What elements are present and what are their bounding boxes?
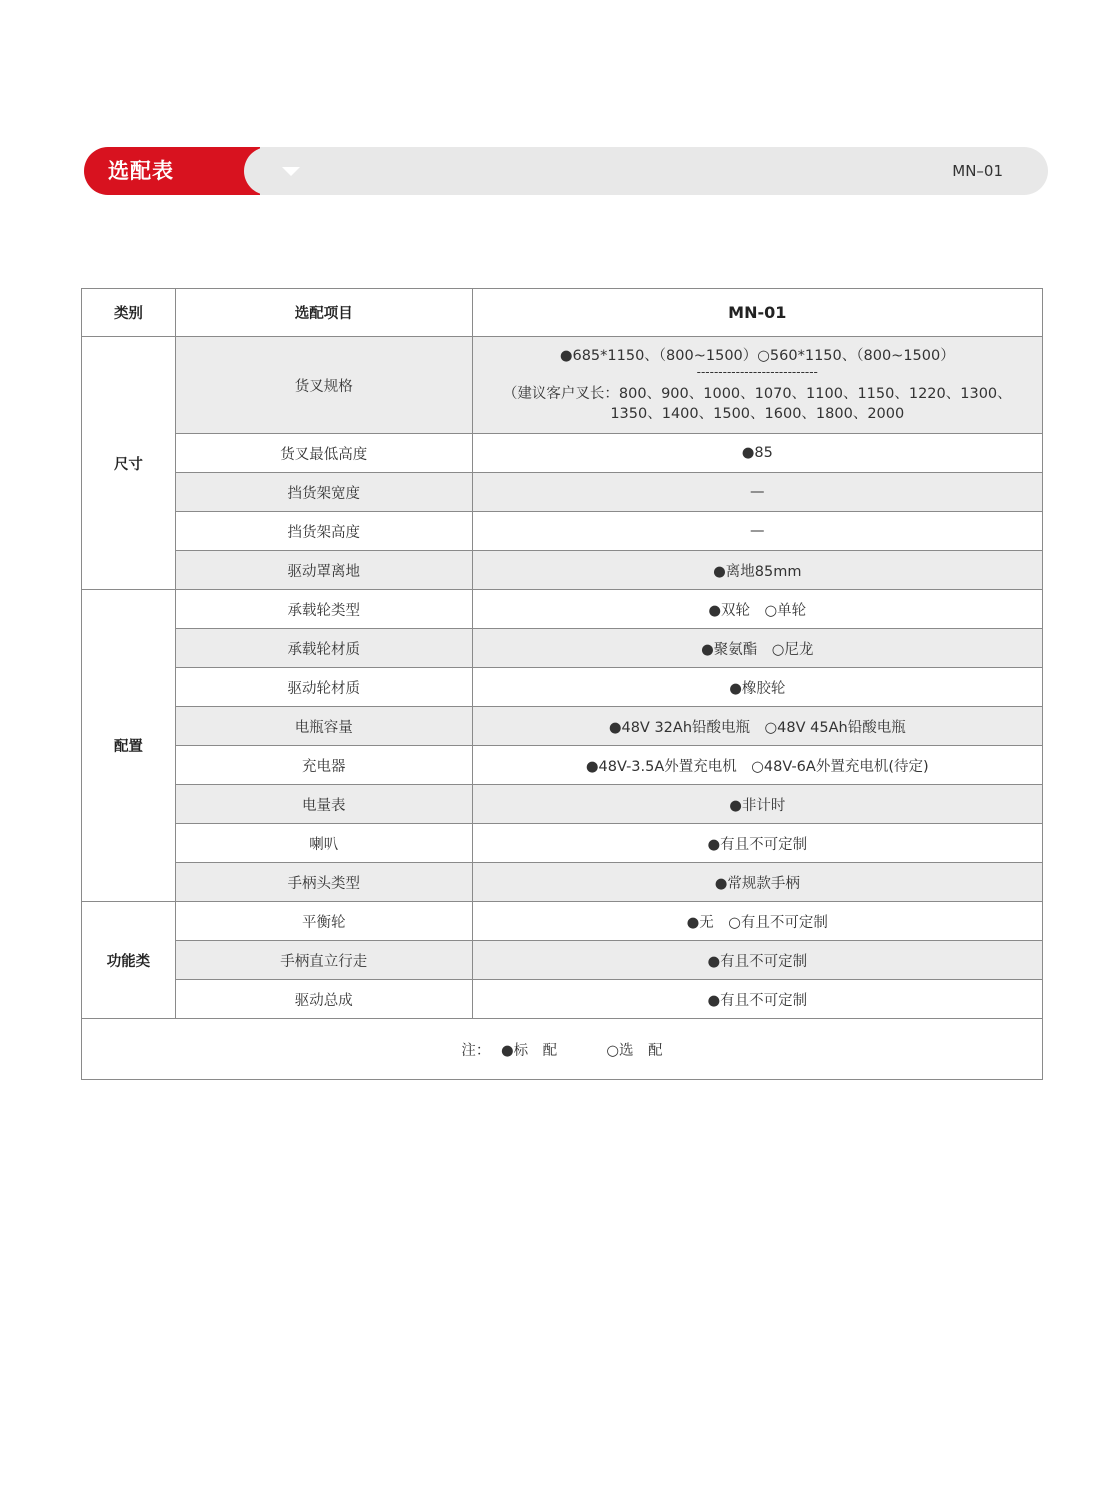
item-label: 喇叭 bbox=[175, 824, 472, 863]
options-table bbox=[81, 288, 1043, 1080]
banner-curve bbox=[244, 147, 284, 195]
item-label: 充电器 bbox=[175, 746, 472, 785]
item-value: ●48V 32Ah铅酸电瓶 ○48V 45Ah铅酸电瓶 bbox=[472, 707, 1042, 746]
category-config: 配置 bbox=[82, 590, 176, 902]
item-label: 手柄直立行走 bbox=[175, 941, 472, 980]
item-value: ●离地85mm bbox=[472, 551, 1042, 590]
item-label: 挡货架宽度 bbox=[175, 473, 472, 512]
table-row bbox=[82, 590, 1043, 629]
item-label: 承载轮类型 bbox=[175, 590, 472, 629]
table-row bbox=[82, 512, 1043, 551]
item-value: ●85 bbox=[472, 434, 1042, 473]
table-row bbox=[82, 707, 1043, 746]
legend-note bbox=[82, 1019, 1043, 1080]
item-label: 承载轮材质 bbox=[175, 629, 472, 668]
table-row bbox=[82, 941, 1043, 980]
item-label: 货叉最低高度 bbox=[175, 434, 472, 473]
table-row bbox=[82, 629, 1043, 668]
model-code: MN–01 bbox=[952, 162, 1003, 180]
banner-red-tab bbox=[84, 147, 260, 195]
item-label: 手柄头类型 bbox=[175, 863, 472, 902]
item-value: ●非计时 bbox=[472, 785, 1042, 824]
item-value: ●无 ○有且不可定制 bbox=[472, 902, 1042, 941]
category-function: 功能类 bbox=[82, 902, 176, 1019]
chevron-down-icon bbox=[282, 167, 300, 176]
item-label: 货叉规格 bbox=[175, 337, 472, 434]
item-label: 平衡轮 bbox=[175, 902, 472, 941]
table-row bbox=[82, 863, 1043, 902]
item-label: 挡货架高度 bbox=[175, 512, 472, 551]
table-row bbox=[82, 746, 1043, 785]
legend-optional: ○选 配 bbox=[606, 1042, 663, 1059]
table-row bbox=[82, 473, 1043, 512]
item-value: ●聚氨酯 ○尼龙 bbox=[472, 629, 1042, 668]
fork-spec-line: ●685*1150、（800~1500）○560*1150、（800~1500） bbox=[559, 348, 955, 364]
header-item: 选配项目 bbox=[175, 289, 472, 337]
table-header-row bbox=[82, 289, 1043, 337]
item-value: ●双轮 ○单轮 bbox=[472, 590, 1042, 629]
item-value: ●有且不可定制 bbox=[472, 941, 1042, 980]
item-label: 驱动轮材质 bbox=[175, 668, 472, 707]
item-value: — bbox=[472, 473, 1042, 512]
fork-length-line: （建议客户叉长：800、900、1000、1070、1100、1150、1220、1300、 bbox=[502, 386, 1012, 402]
fork-length-line-2: 1350、1400、1500、1600、1800、2000 bbox=[610, 406, 905, 422]
item-label: 电瓶容量 bbox=[175, 707, 472, 746]
header-model: MN-01 bbox=[472, 289, 1042, 337]
item-value: ●有且不可定制 bbox=[472, 980, 1042, 1019]
item-label: 驱动罩离地 bbox=[175, 551, 472, 590]
item-value: ●橡胶轮 bbox=[472, 668, 1042, 707]
item-value: ●48V-3.5A外置充电机 ○48V-6A外置充电机(待定) bbox=[472, 746, 1042, 785]
category-size: 尺寸 bbox=[82, 337, 176, 590]
table-row bbox=[82, 902, 1043, 941]
table-row bbox=[82, 824, 1043, 863]
table-row bbox=[82, 434, 1043, 473]
item-label: 电量表 bbox=[175, 785, 472, 824]
page-title: 选配表 bbox=[108, 159, 174, 183]
legend-label: 注： bbox=[461, 1042, 491, 1059]
item-value: — bbox=[472, 512, 1042, 551]
table-row bbox=[82, 337, 1043, 434]
header-banner bbox=[84, 147, 1048, 195]
table-row bbox=[82, 785, 1043, 824]
legend-row bbox=[82, 1019, 1043, 1080]
item-label: 驱动总成 bbox=[175, 980, 472, 1019]
item-value: ●常规款手柄 bbox=[472, 863, 1042, 902]
fork-spec-divider: ---------------------------- bbox=[696, 365, 818, 379]
item-value: ●有且不可定制 bbox=[472, 824, 1042, 863]
table-row bbox=[82, 668, 1043, 707]
table-row bbox=[82, 980, 1043, 1019]
legend-standard: ●标 配 bbox=[501, 1042, 558, 1059]
table-row bbox=[82, 551, 1043, 590]
item-value bbox=[472, 337, 1042, 434]
header-category: 类别 bbox=[82, 289, 176, 337]
